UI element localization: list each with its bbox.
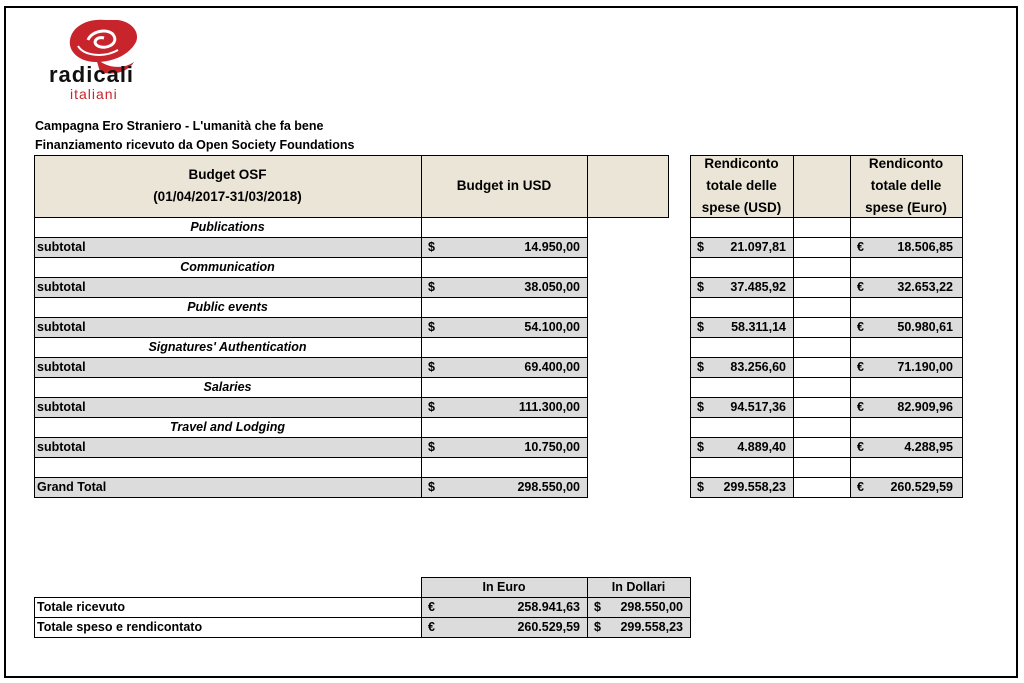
summary-dollari-value: 298.550,00 — [620, 600, 683, 614]
cell-g — [850, 377, 963, 398]
cell-f — [793, 277, 851, 298]
usd-symbol: $ — [428, 360, 435, 374]
usd-symbol: $ — [697, 240, 704, 254]
summary-euro-value: 258.941,63 — [517, 600, 580, 614]
header-rend-usd-line3: spese (USD) — [701, 200, 782, 215]
cell-g — [850, 337, 963, 358]
eur-symbol: € — [857, 320, 864, 334]
summary-row-label: Totale speso e rendicontato — [37, 620, 203, 634]
spent-usd-value: 58.311,14 — [731, 320, 786, 334]
budget-usd-value: 54.100,00 — [524, 320, 580, 334]
usd-symbol: $ — [697, 480, 704, 494]
eur-symbol: € — [428, 600, 435, 614]
usd-symbol: $ — [594, 620, 601, 634]
cell-a — [34, 237, 422, 258]
header-budget-osf-line2: (01/04/2017-31/03/2018) — [153, 189, 302, 204]
budget-usd-value: 38.050,00 — [524, 280, 580, 294]
header-rend-eur-line1: Rendiconto — [868, 156, 944, 171]
logo-word-radicali: radicali — [49, 62, 135, 87]
cell-b — [421, 297, 588, 318]
cell-b — [421, 377, 588, 398]
category-label: Signatures' Authentication — [148, 340, 307, 354]
cell-e — [690, 257, 794, 278]
usd-symbol: $ — [697, 440, 704, 454]
budget-usd-value: 10.750,00 — [524, 440, 580, 454]
logo-word-italiani: italiani — [70, 86, 118, 102]
eur-symbol: € — [428, 620, 435, 634]
cell-e — [690, 377, 794, 398]
usd-symbol: $ — [428, 480, 435, 494]
cell-e — [690, 337, 794, 358]
spent-eur-value: 82.909,96 — [897, 400, 953, 414]
category-label: Travel and Lodging — [169, 420, 286, 434]
cell-f — [793, 397, 851, 418]
usd-symbol: $ — [594, 600, 601, 614]
cell-f — [793, 257, 851, 278]
spent-usd-value: 4.889,40 — [737, 440, 786, 454]
cell-f — [793, 477, 851, 498]
cell-g — [850, 297, 963, 318]
summary-dollari-value: 299.558,23 — [620, 620, 683, 634]
grand-total-spent-eur: 260.529,59 — [890, 480, 953, 494]
cell-f — [793, 437, 851, 458]
usd-symbol: $ — [428, 240, 435, 254]
grand-total-label: Grand Total — [37, 480, 107, 494]
budget-usd-value: 14.950,00 — [524, 240, 580, 254]
cell-a — [34, 277, 422, 298]
cell-f — [793, 297, 851, 318]
cell-b — [421, 417, 588, 438]
cell-f — [793, 317, 851, 338]
usd-symbol: $ — [697, 280, 704, 294]
subtotal-label: subtotal — [37, 280, 86, 294]
subtotal-label: subtotal — [37, 360, 86, 374]
spent-eur-value: 71.190,00 — [897, 360, 953, 374]
eur-symbol: € — [857, 400, 864, 414]
spent-eur-value: 4.288,95 — [904, 440, 953, 454]
cell-g — [850, 257, 963, 278]
cell-b — [421, 257, 588, 278]
spent-usd-value: 83.256,60 — [730, 360, 786, 374]
eur-symbol: € — [857, 440, 864, 454]
usd-symbol: $ — [697, 320, 704, 334]
spent-usd-value: 94.517,36 — [730, 400, 786, 414]
cell-e — [690, 297, 794, 318]
header-rend-eur-line3: spese (Euro) — [865, 200, 947, 215]
header-budget-usd: Budget in USD — [456, 178, 552, 193]
cell-e — [690, 457, 794, 478]
eur-symbol: € — [857, 480, 864, 494]
cell-a — [34, 457, 422, 478]
cell-f — [793, 337, 851, 358]
spent-usd-value: 21.097,81 — [730, 240, 786, 254]
usd-symbol: $ — [428, 400, 435, 414]
category-label: Publications — [190, 220, 265, 234]
subtotal-label: subtotal — [37, 440, 86, 454]
cell-f — [793, 217, 851, 238]
category-label: Salaries — [203, 380, 252, 394]
subtotal-label: subtotal — [37, 400, 86, 414]
heading-line-2: Finanziamento ricevuto da Open Society Foundations — [35, 138, 355, 152]
usd-symbol: $ — [697, 360, 704, 374]
usd-symbol: $ — [697, 400, 704, 414]
header-rend-usd-line1: Rendiconto — [704, 156, 779, 171]
cell-f — [793, 417, 851, 438]
category-label: Communication — [180, 260, 275, 274]
grand-total-spent-usd: 299.558,23 — [723, 480, 786, 494]
cell-f — [793, 457, 851, 478]
cell-b — [421, 457, 588, 478]
spent-eur-value: 50.980,61 — [897, 320, 953, 334]
spent-eur-value: 32.653,22 — [897, 280, 953, 294]
usd-symbol: $ — [428, 280, 435, 294]
eur-symbol: € — [857, 280, 864, 294]
cell-g — [850, 217, 963, 238]
cell-b — [421, 217, 588, 238]
cell-f — [793, 237, 851, 258]
summary-row-label: Totale ricevuto — [37, 600, 125, 614]
header-rend-eur-line2: totale delle — [870, 178, 942, 193]
header-rend-usd-line2: totale delle — [706, 178, 777, 193]
cell-a — [34, 437, 422, 458]
budget-usd-value: 111.300,00 — [518, 400, 580, 414]
summary-header-euro: In Euro — [482, 580, 526, 594]
subtotal-label: subtotal — [37, 240, 86, 254]
budget-usd-value: 69.400,00 — [524, 360, 580, 374]
header-budget-osf-line1: Budget OSF — [188, 167, 267, 182]
cell-a — [34, 357, 422, 378]
usd-symbol: $ — [428, 320, 435, 334]
summary-euro-value: 260.529,59 — [517, 620, 580, 634]
cell-a — [34, 397, 422, 418]
summary-header-dollari: In Dollari — [611, 580, 666, 594]
grand-total-budget-usd: 298.550,00 — [517, 480, 580, 494]
cell-e — [690, 217, 794, 238]
cell-f — [793, 357, 851, 378]
heading-line-1: Campagna Ero Straniero - L'umanità che fa bene — [35, 119, 324, 133]
cell-e — [690, 417, 794, 438]
eur-symbol: € — [857, 240, 864, 254]
eur-symbol: € — [857, 360, 864, 374]
cell-g — [850, 417, 963, 438]
spent-usd-value: 37.485,92 — [730, 280, 786, 294]
cell-b — [421, 337, 588, 358]
cell-a — [34, 317, 422, 338]
usd-symbol: $ — [428, 440, 435, 454]
cell-g — [850, 457, 963, 478]
header-cell-c — [587, 155, 669, 218]
spent-eur-value: 18.506,85 — [897, 240, 953, 254]
subtotal-label: subtotal — [37, 320, 86, 334]
category-label: Public events — [187, 300, 268, 314]
header-cell-f — [793, 155, 851, 218]
cell-f — [793, 377, 851, 398]
